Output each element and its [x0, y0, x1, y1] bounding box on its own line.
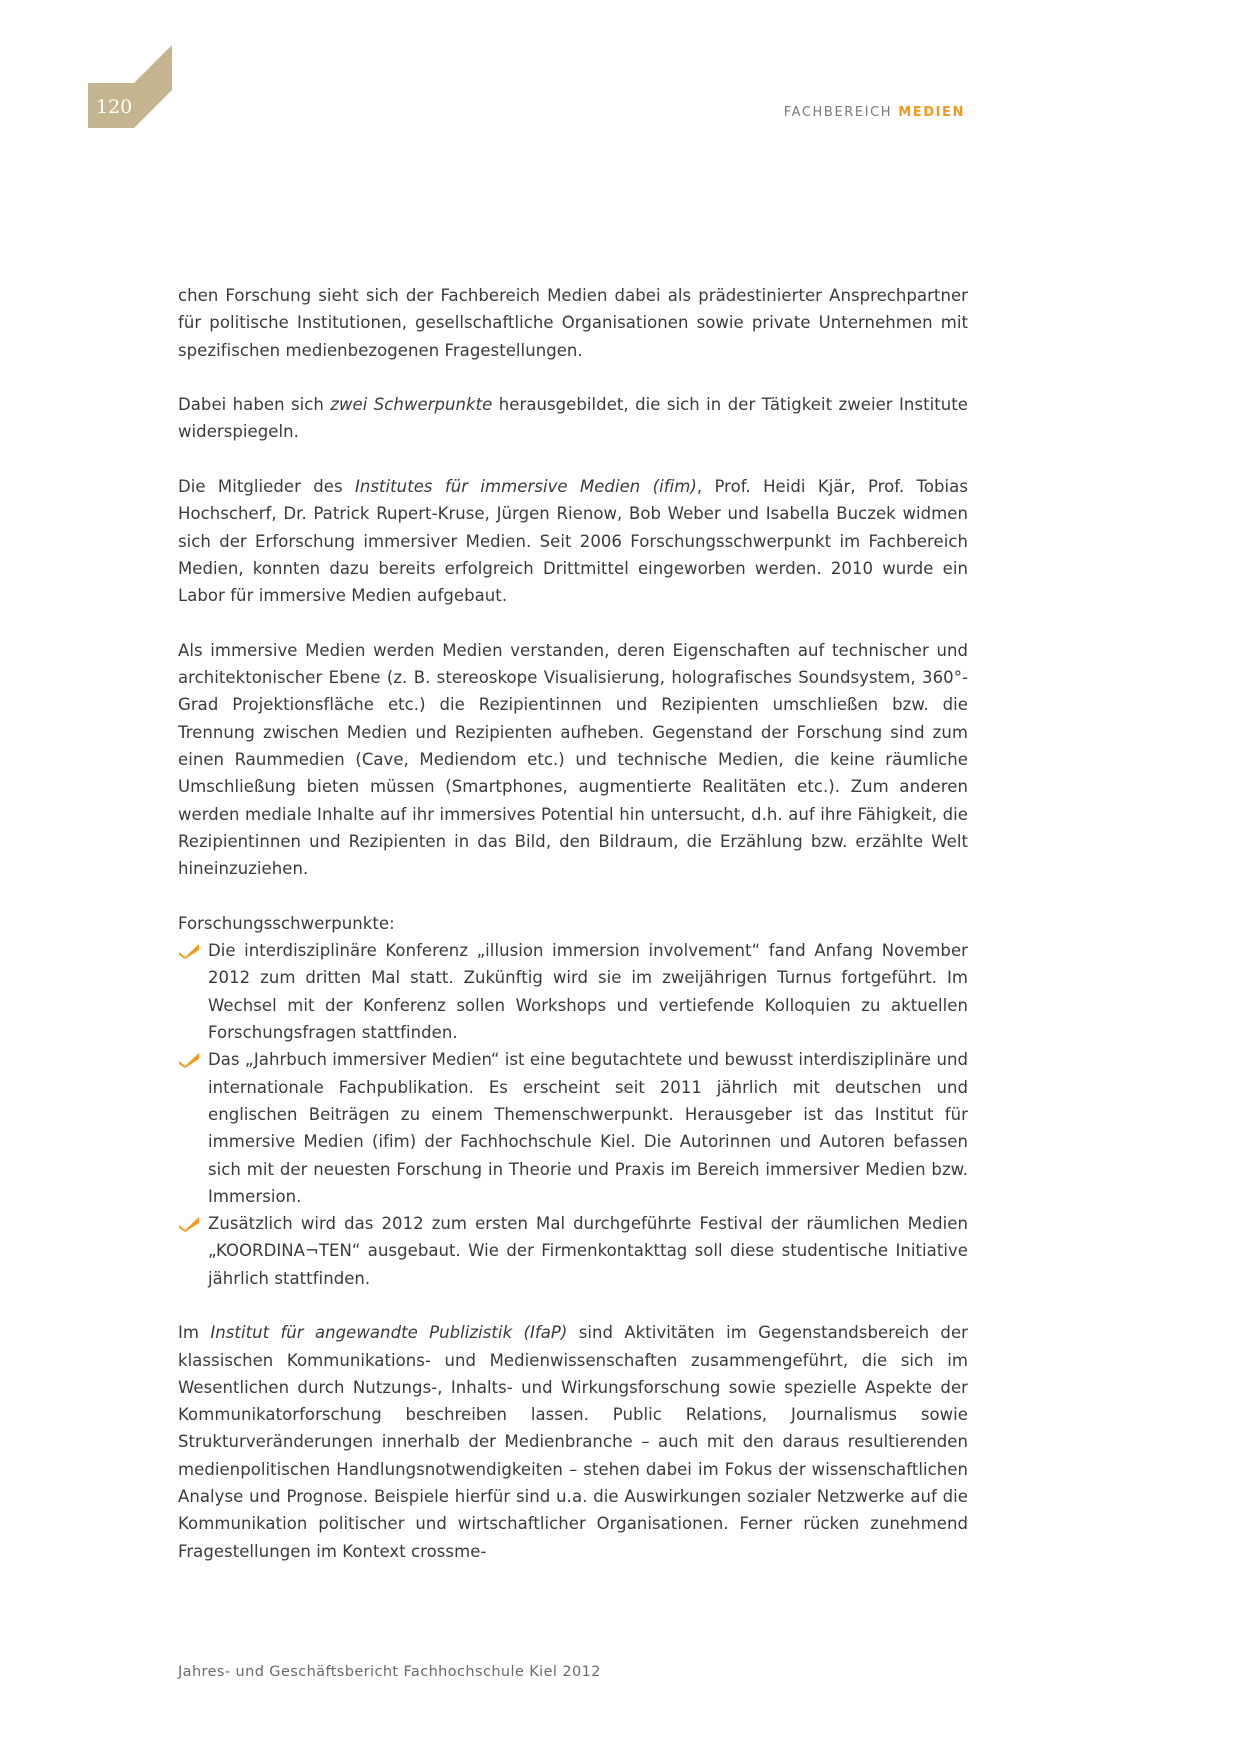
orange-check-arrow-icon [178, 1050, 200, 1068]
list-item [178, 1046, 968, 1210]
paragraph-2 [178, 391, 968, 446]
footer-text: Jahres- und Geschäftsbericht Fachhochschule Kiel 2012 [178, 1664, 601, 1680]
paragraph-1: chen Forschung sieht sich der Fachbereich Medien dabei als prädestinierter Ansprechpartner für politische Institutionen, gesellschaftliche Organisationen sowie private Unternehmen mit spezifischen medienbezogenen Fragestellungen. [178, 286, 968, 360]
paragraph-5 [178, 1319, 968, 1565]
list-item-text: Die interdisziplinäre Konferenz „illusion immersion involvement“ fand Anfang November 2012 zum dritten Mal statt. Zukünftig wird sie im zweijährigen Turnus fortgeführt. Im Wechsel mit der Konferenz sollen Workshops und vertiefende Kolloquien zu aktuellen Forschungsfragen stattfinden. [208, 941, 968, 1043]
list-item [178, 937, 968, 1046]
section-accent: MEDIEN [898, 105, 965, 120]
section-label: FACHBEREICH [783, 105, 893, 120]
paragraph-3-text: Die Mitglieder des [178, 477, 355, 497]
list-title: Forschungsschwerpunkte: [178, 913, 395, 933]
list-item [178, 1210, 968, 1292]
paragraph-3 [178, 473, 968, 609]
paragraph-2-text: Dabei haben sich [178, 395, 331, 415]
paragraph-2-emphasis: zwei Schwerpunkte [330, 395, 493, 415]
page-number: 120 [96, 96, 133, 118]
research-focus-list [178, 937, 968, 1292]
orange-check-arrow-icon [178, 1214, 200, 1232]
paragraph-3-emphasis: Institutes für immersive Medien (ifim) [354, 477, 697, 497]
list-item-text: Das „Jahrbuch immersiver Medien“ ist eine begutachtete und bewusst interdisziplinäre und internationale Fachpublikation. Es erscheint seit 2011 jährlich mit deutschen und englischen Beiträgen zu einem Themenschwerpunkt. Herausgeber ist das Institut für immersive Medien (ifim) der Fachhochschule Kiel. Die Autorinnen und Autoren befassen sich mit der neuesten Forschung in Theorie und Praxis im Bereich immersiver Medien bzw. Immersion. [208, 1050, 968, 1206]
paragraph-2-text-end: herausgebildet, die sich in der Tätigkeit zweier Institute widerspiegeln. [178, 395, 968, 442]
list-item-text: Zusätzlich wird das 2012 zum ersten Mal durchgeführte Festival der räumlichen Medien „KOORDINA¬TEN“ ausgebaut. Wie der Firmenkontakttag soll diese studentische Initiative jährlich stattfinden. [208, 1214, 968, 1288]
paragraph-5-text-end: sind Aktivitäten im Gegenstandsbereich der klassischen Kommunikations- und Medienwissenschaften zusammengeführt, die sich im Wesentlichen durch Nutzungs-, Inhalts- und Wirkungsforschung sowie spezielle Aspekte der Kommunikatorforschung beschreiben lassen. Public Relations, Journalismus sowie Strukturveränderungen innerhalb der Medienbranche – auch mit den daraus resultierenden medienpolitischen Handlungsnotwendigkeiten – stehen dabei im Fokus der wissenschaftlichen Analyse und Prognose. Beispiele hierfür sind u.a. die Auswirkungen sozialer Netzwerke auf die Kommunikation politischer und wirtschaftlicher Organisationen. Ferner rücken zunehmend Fragestellungen im Kontext crossme- [178, 1323, 968, 1561]
orange-check-arrow-icon [178, 941, 200, 959]
paragraph-4: Als immersive Medien werden Medien verstanden, deren Eigenschaften auf technischer und architektonischer Ebene (z. B. stereoskope Visualisierung, holografisches Soundsystem, 360°-Grad Projektionsfläche etc.) die Rezipientinnen und Rezipienten umschließen bzw. die Trennung zwischen Medien und Rezipienten aufheben. Gegenstand der Forschung sind zum einen Raummedien (Cave, Mediendom etc.) und technische Medien, die keine räumliche Umschließung bieten müssen (Smartphones, augmentierte Realitäten etc.). Zum anderen werden mediale Inhalte auf ihr immersives Potential hin untersucht, d.h. auf ihre Fähigkeit, die Rezipientinnen und Rezipienten in das Bild, den Bildraum, die Erzählung bzw. erzählte Welt hineinzuziehen. [178, 640, 968, 879]
running-head [784, 105, 965, 120]
paragraph-5-emphasis: Institut für angewandte Publizistik (IfaP) [210, 1323, 568, 1343]
paragraph-3-text-end: , Prof. Heidi Kjär, Prof. Tobias Hochscherf, Dr. Patrick Rupert-Kruse, Jürgen Rienow, Bob Weber und Isabella Buczek widmen sich der Erforschung immersiver Medien. Seit 2006 Forschungsschwerpunkt im Fachbereich Medien, konnten dazu bereits erfolgreich Drittmittel eingeworben werden. 2010 wurde ein Labor für immersive Medien aufgebaut. [178, 477, 968, 606]
paragraph-5-text: Im [178, 1323, 211, 1343]
body-text [178, 282, 968, 1592]
